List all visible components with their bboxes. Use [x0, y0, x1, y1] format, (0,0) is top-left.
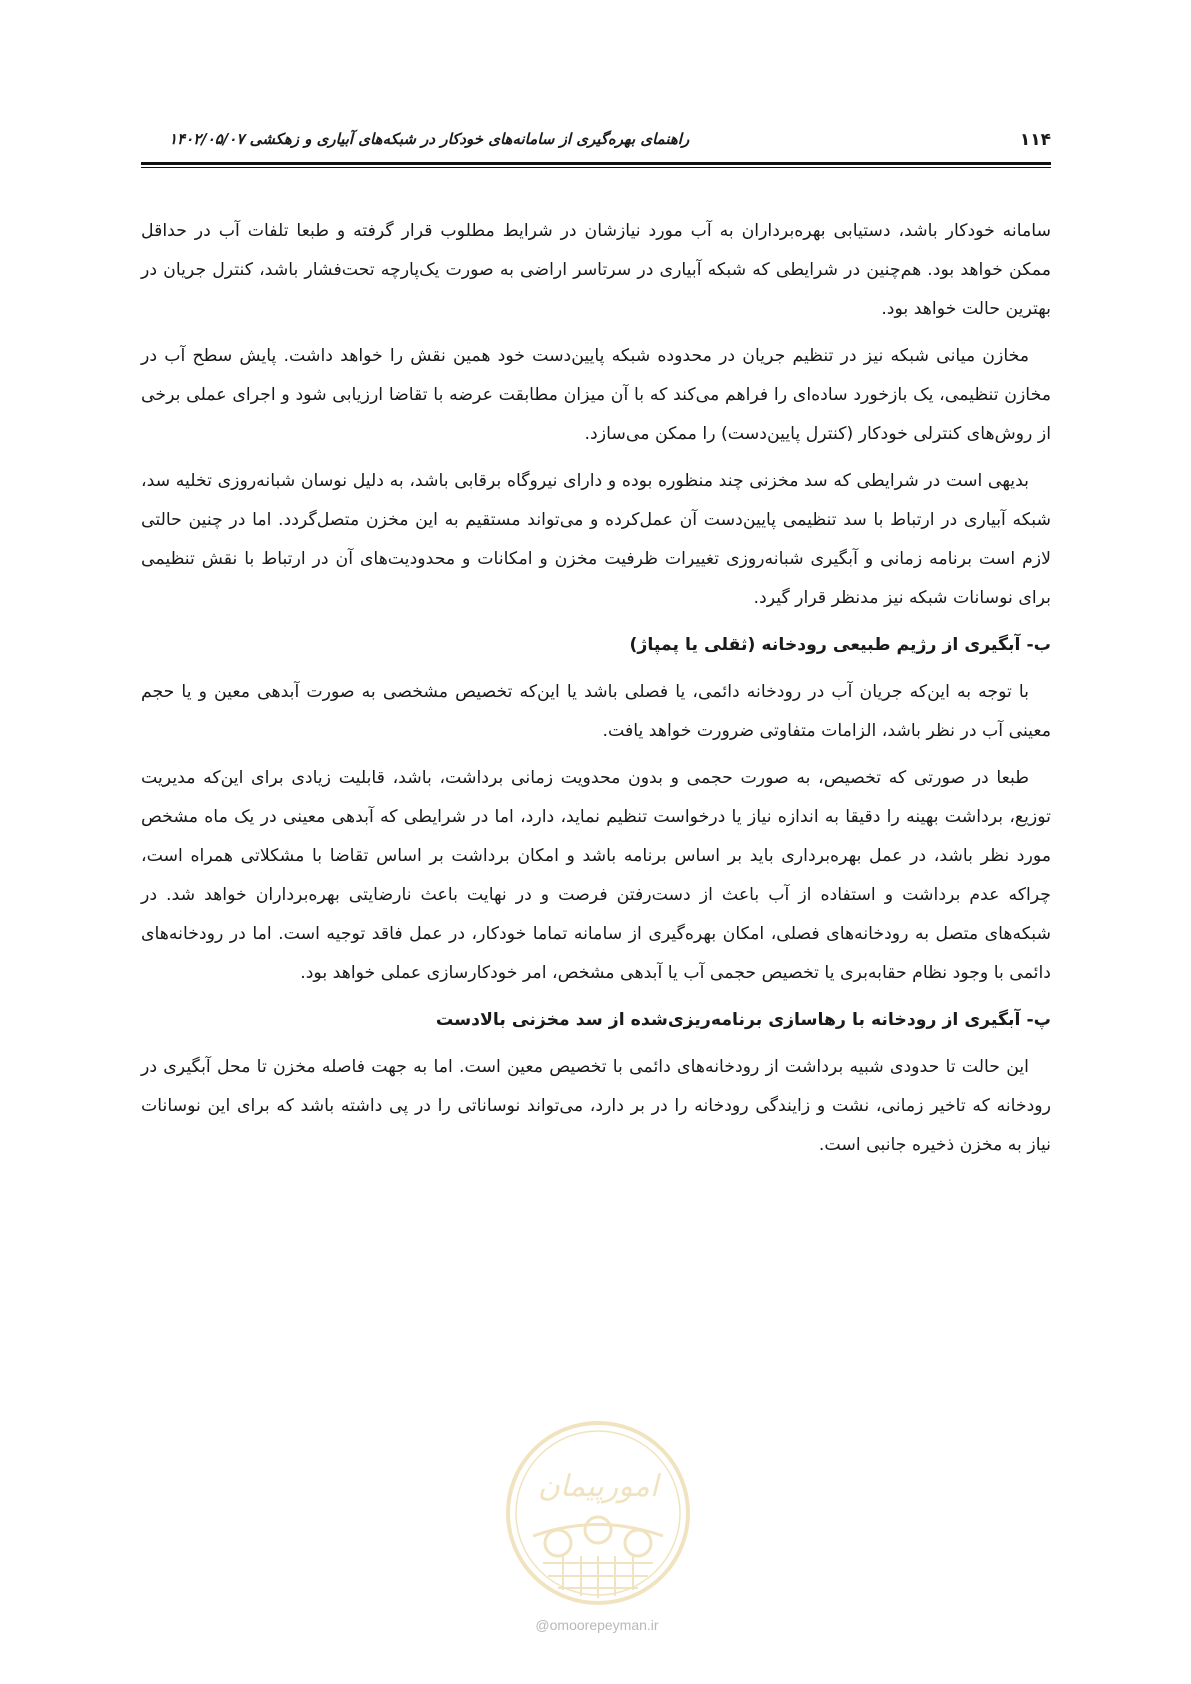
page-number: ۱۱۴	[1019, 130, 1051, 150]
section-heading-p: پ- آبگیری از رودخانه با رهاسازی برنامه‌ریزی‌شده از سد مخزنی بالادست	[435, 1010, 1051, 1030]
paragraph-4: با توجه به این‌که جریان آب در رودخانه دائمی، یا فصلی باشد یا این‌که تخصیص مشخصی به صورت آبدهی معین و یا حجم معینی آب در نظر باشد، الزامات متفاوتی ضرورت خواهد یافت.	[141, 682, 1051, 741]
watermark-logo	[503, 1418, 693, 1608]
running-header	[141, 130, 689, 148]
page-body	[141, 212, 1051, 1173]
paragraph-2: مخازن میانی شبکه نیز در تنظیم جریان در محدوده شبکه پایین‌دست خود همین نقش را خواهد داشت. پایش سطح آب در مخازن تنظیمی، یک بازخورد ساده‌ای را فراهم می‌کند که با آن میزان مطابقت عرضه با تقاضا ارزیابی شود و اجرای عملی برخی از روش‌های کنترلی خودکار (کنترل پایین‌دست) را ممکن می‌سازد.	[141, 346, 1051, 444]
running-header-title: راهنمای بهره‌گیری از سامانه‌های خودکار در شبکه‌های آبیاری و زهکشی	[249, 130, 690, 148]
watermark-logo-text: امورپیمان	[537, 1469, 659, 1504]
running-header-date: ۱۴۰۲/۰۵/۰۷	[169, 130, 245, 148]
paragraph-6: این حالت تا حدودی شبیه برداشت از رودخانه‌های دائمی با تخصیص معین است. اما به جهت فاصله مخزن تا محل آبگیری در رودخانه که تاخیر زمانی، نشت و زایندگی رودخانه را در بر دارد، می‌تواند نوساناتی را در پی داشته باشد که برای این نوسانات نیاز به مخزن ذخیره جانبی است.	[141, 1057, 1051, 1155]
page-header	[141, 128, 1051, 158]
paragraph-1: سامانه خودکار باشد، دستیابی بهره‌برداران به آب مورد نیازشان در شرایط مطلوب قرار گرفته و طبعا تلفات آب در حداقل ممکن خواهد بود. هم‌چنین در شرایطی که شبکه آبیاری در سرتاسر اراضی به صورت یک‌پارچه تحت‌فشار باشد، کنترل جریان در بهترین حالت خواهد بود.	[141, 221, 1051, 319]
section-heading-b: ب- آبگیری از رژیم طبیعی رودخانه (ثقلی یا پمپاژ)	[629, 635, 1051, 655]
header-rule-thin	[141, 167, 1051, 168]
paragraph-5: طبعا در صورتی که تخصیص، به صورت حجمی و بدون محدویت زمانی برداشت، باشد، قابلیت زیادی برای این‌که مدیریت توزیع، برداشت بهینه را دقیقا به اندازه نیاز یا درخواست تنظیم نماید، دارد، اما در شرایطی که آبدهی معینی در یک ماه مشخص مورد نظر باشد، در عمل بهره‌برداری باید بر اساس برنامه باشد و امکان برداشت بر اساس تقاضا با مشکلاتی همراه است، چراکه عدم برداشت و استفاده از آب باعث از دست‌رفتن فرصت و در نهایت باعث نارضایتی بهره‌برداران خواهد شد. در شبکه‌های متصل به رودخانه‌های فصلی، امکان بهره‌گیری از سامانه تماما خودکار، در عمل فاقد توجیه است. اما در رودخانه‌های دائمی با وجود نظام حقابه‌بری یا تخصیص حجمی آب یا آبدهی مشخص، امر خودکارسازی عملی خواهد بود.	[141, 768, 1051, 983]
paragraph-3: بدیهی است در شرایطی که سد مخزنی چند منظوره بوده و دارای نیروگاه برقابی باشد، به دلیل نوسان شبانه‌روزی تخلیه سد، شبکه آبیاری در ارتباط با سد تنظیمی پایین‌دست آن عمل‌کرده و می‌تواند مستقیم به این مخزن متصل‌گردد. اما در چنین حالتی لازم است برنامه زمانی و آبگیری شبانه‌روزی تغییرات ظرفیت مخزن و امکانات و محدودیت‌های آن در ارتباط با نقش تنظیمی برای نوسانات شبکه نیز مدنظر قرار گیرد.	[141, 471, 1051, 608]
header-rule	[141, 162, 1051, 165]
watermark-url: @omoorepeyman.ir	[535, 1617, 659, 1633]
